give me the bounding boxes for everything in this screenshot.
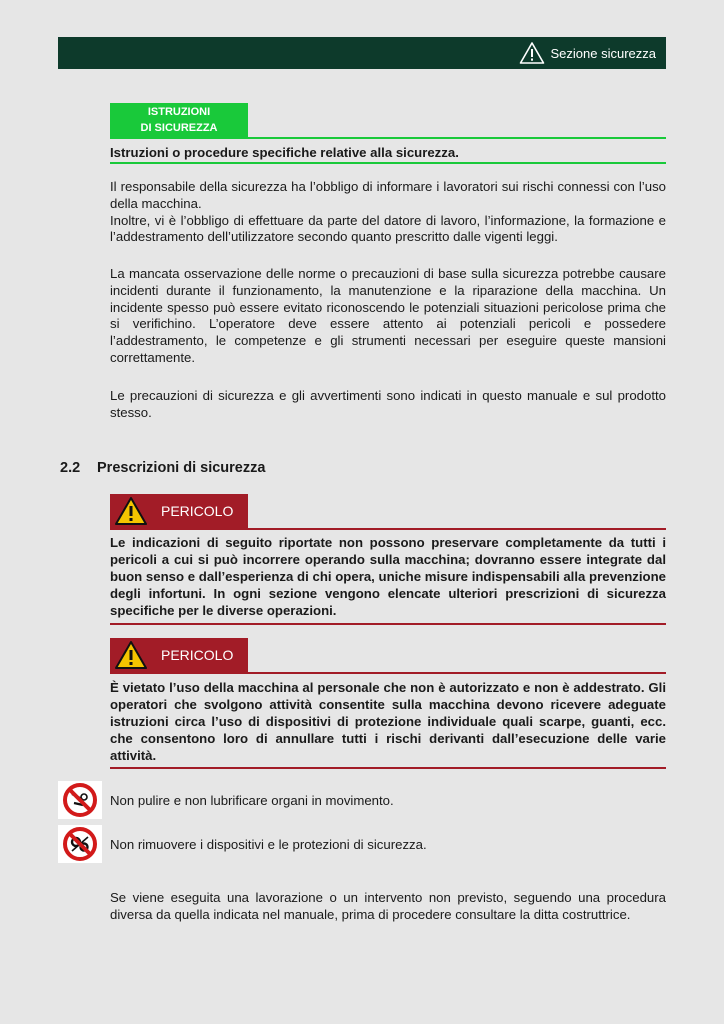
- badge-line-2: DI SICUREZZA: [140, 122, 218, 134]
- green-divider-top: [110, 137, 666, 139]
- no-removing-guards-icon: [58, 825, 102, 863]
- precautions-paragraph: [110, 388, 666, 422]
- badge-line-1: ISTRUZIONI: [147, 106, 211, 118]
- intro-paragraphs: [110, 179, 666, 246]
- page-header: [58, 37, 666, 69]
- closing-text: Se viene eseguita una lavorazione o un intervento non previsto, seguendo una procedura diversa da quella indicata nel manuale, prima di procedere consultare la ditta costruttrice.: [110, 890, 666, 922]
- danger-text-2: È vietato l’uso della macchina al personale che non è autorizzato e non è addestrato. Gli operatori che svolgono attività consentite sulla macchina devono ricevere adeguate istruzioni circa l’uso di dispositivi di protezione individuale quali scarpe, guanti, ecc. che consentono loro di annullare tutti i rischi derivanti dall’esecuzione delle varie attività.: [110, 680, 666, 763]
- section-number: 2.2: [60, 460, 81, 476]
- danger-text-1: Le indicazioni di seguito riportate non possono preservare completamente da tutti i pericoli a cui si può incorrere operando sulla macchina; dovranno essere integrate dal buon senso e dall’esperienza di chi opera, uniche misure indispensabili alla prevenzione degli infortuni. In ogni sezione vengono elencate ulteriori prescrizioni di sicurezza specifiche per le diverse operazioni.: [110, 535, 666, 618]
- safety-instructions-badge: [110, 103, 248, 137]
- paragraph-2: Inoltre, vi è l’obbligo di effettuare da parte del datore di lavoro, l’informazione, la formazione e l’addestramento dell’utilizzatore secondo quanto prescritto dalle vigenti leggi.: [110, 212, 666, 245]
- danger-badge-2: [110, 638, 248, 672]
- header-title: Sezione sicurezza: [550, 45, 656, 61]
- closing-paragraph: [110, 890, 666, 924]
- warning-outline-icon: [519, 41, 545, 65]
- prohibition-text-1: Non pulire e non lubrificare organi in movimento.: [110, 793, 394, 808]
- danger-label-2: PERICOLO: [161, 647, 234, 663]
- warning-triangle-icon: [114, 496, 148, 526]
- paragraph-3: La mancata osservazione delle norme o precauzioni di base sulla sicurezza potrebbe causare incidenti durante il funzionamento, la manutenzione e la riparazione della macchina. Un incidente spesso può essere evitato riconoscendo le potenziali situazioni pericolose prima che si verifichino. L’operatore deve essere attento ai potenziali pericoli e possedere l’addestramento, le competenze e gli strumenti necessari per eseguire queste mansioni correttamente.: [110, 266, 666, 365]
- hazard-paragraph: [110, 266, 666, 367]
- red-divider-1-top: [110, 528, 666, 530]
- intro-title: Istruzioni o procedure specifiche relative alla sicurezza.: [110, 145, 459, 160]
- paragraph-4: Le precauzioni di sicurezza e gli avvertimenti sono indicati in questo manuale e sul prodotto stesso.: [110, 388, 666, 420]
- paragraph-1: Il responsabile della sicurezza ha l’obbligo di informare i lavoratori sui rischi connessi con l’uso della macchina.: [110, 179, 666, 211]
- danger-label-1: PERICOLO: [161, 503, 234, 519]
- danger-badge-1: [110, 494, 248, 528]
- red-divider-2-top: [110, 672, 666, 674]
- prohibition-text-2: Non rimuovere i dispositivi e le protezioni di sicurezza.: [110, 837, 427, 852]
- section-title: Prescrizioni di sicurezza: [97, 460, 266, 476]
- red-divider-1-bottom: [110, 623, 666, 625]
- warning-triangle-icon: [114, 640, 148, 670]
- green-divider-bottom: [110, 162, 666, 164]
- red-divider-2-bottom: [110, 767, 666, 769]
- no-cleaning-moving-parts-icon: [58, 781, 102, 819]
- section-heading: [60, 460, 265, 476]
